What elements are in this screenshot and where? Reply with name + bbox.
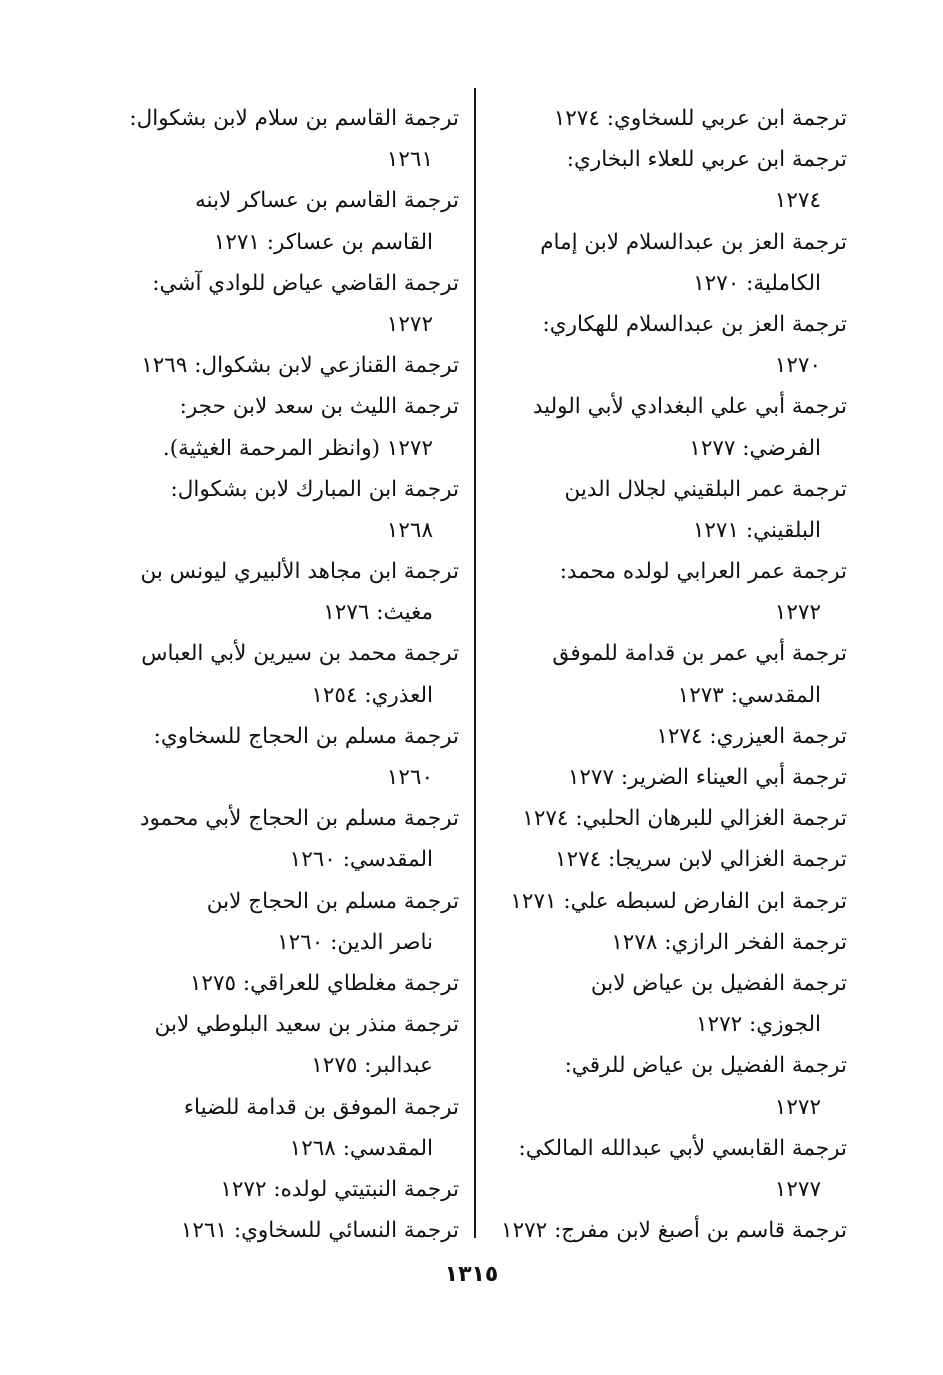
index-line: ترجمة محمد بن سيرين لأبي العباس: [141, 641, 459, 667]
index-line: الجوزي: ١٢٧٢: [695, 1012, 821, 1038]
index-line: ١٢٦١: [386, 147, 433, 173]
index-line: العذري: ١٢٥٤: [311, 682, 433, 708]
index-line: الفرضي: ١٢٧٧: [689, 435, 821, 461]
index-line: ترجمة الموفق بن قدامة للضياء: [183, 1094, 459, 1120]
index-line: ترجمة النسائي للسخاوي: ١٢٦١: [180, 1218, 459, 1244]
index-line: عبدالبر: ١٢٧٥: [311, 1053, 433, 1079]
column-divider: [474, 88, 476, 1238]
index-line: ترجمة مغلطاي للعراقي: ١٢٧٥: [189, 970, 459, 996]
index-line: مغيث: ١٢٧٦: [323, 600, 433, 626]
index-line: ١٢٧٠: [774, 353, 821, 379]
index-line: ترجمة أبي عمر بن قدامة للموفق: [552, 641, 847, 667]
index-line: ترجمة ابن الفارض لسبطه علي: ١٢٧١: [510, 888, 847, 914]
index-line: ١٢٧٤: [774, 188, 821, 214]
index-line: ترجمة مسلم بن الحجاج لأبي محمود: [139, 806, 459, 832]
index-line: ١٢٦٠: [386, 765, 433, 790]
index-line: ترجمة أبي العيناء الضرير: ١٢٧٧: [567, 765, 847, 790]
index-line: ترجمة الغزالي لابن سريجا: ١٢٧٤: [555, 847, 847, 873]
page-number: ١٣١٥: [444, 1262, 499, 1287]
index-line: ترجمة عمر البلقيني لجلال الدين: [564, 476, 847, 502]
index-line: الكاملية: ١٢٧٠: [693, 270, 821, 296]
index-line: ترجمة ابن عربي للعلاء البخاري:: [566, 147, 847, 173]
index-line: ترجمة القنازعي لابن بشكوال: ١٢٦٩: [141, 353, 459, 379]
index-line: ترجمة منذر بن سعيد البلوطي لابن: [154, 1012, 459, 1038]
index-line: البلقيني: ١٢٧١: [692, 517, 821, 543]
right-column: [485, 98, 847, 1251]
index-line: المقدسي: ١٢٦٠: [289, 847, 433, 873]
index-line: ترجمة الفضيل بن عياض لابن: [590, 970, 847, 996]
index-line: ترجمة القاسم بن عساكر لابنه: [195, 188, 459, 214]
index-line: المقدسي: ١٢٦٨: [289, 1135, 433, 1161]
index-line: ١٢٦٨: [386, 517, 433, 543]
index-line: القاسم بن عساكر: ١٢٧١: [213, 229, 433, 255]
index-line: ناصر الدين: ١٢٦٠: [277, 929, 433, 955]
index-line: ترجمة العز بن عبدالسلام لابن إمام: [540, 229, 847, 255]
index-line: ترجمة القابسي لأبي عبدالله المالكي:: [518, 1135, 847, 1161]
left-column: [99, 98, 459, 1251]
index-line: المقدسي: ١٢٧٣: [677, 682, 821, 708]
index-line: ترجمة أبي علي البغدادي لأبي الوليد: [532, 394, 847, 420]
index-line: ترجمة الفضيل بن عياض للرقي:: [564, 1053, 847, 1079]
index-line: ترجمة مسلم بن الحجاج لابن: [206, 888, 459, 914]
index-line: ترجمة الغزالي للبرهان الحلبي: ١٢٧٤: [522, 806, 847, 832]
index-line: ١٢٧٢ (وانظر المرحمة الغيثية).: [162, 435, 433, 461]
index-line: ترجمة ابن عربي للسخاوي: ١٢٧٤: [553, 106, 847, 131]
index-line: ترجمة الليث بن سعد لابن حجر:: [179, 394, 459, 420]
index-line: ترجمة قاسم بن أصبغ لابن مفرج: ١٢٧٢: [501, 1218, 847, 1244]
index-line: ترجمة عمر العرابي لولده محمد:: [559, 559, 847, 585]
index-line: ترجمة ابن مجاهد الألبيري ليونس بن: [140, 559, 459, 585]
index-line: ١٢٧٢: [774, 600, 821, 626]
index-line: ترجمة الفخر الرازي: ١٢٧٨: [611, 929, 847, 955]
index-line: ١٢٧٧: [774, 1176, 821, 1202]
index-line: ترجمة ابن المبارك لابن بشكوال:: [170, 476, 459, 502]
index-line: ترجمة العيزري: ١٢٧٤: [656, 723, 847, 749]
index-line: ترجمة العز بن عبدالسلام للهكاري:: [542, 311, 847, 337]
index-line: ترجمة مسلم بن الحجاج للسخاوي:: [153, 723, 459, 749]
index-line: ترجمة النبتيتي لولده: ١٢٧٢: [220, 1176, 459, 1202]
index-line: ١٢٧٢: [386, 311, 433, 337]
index-line: ترجمة القاسم بن سلام لابن بشكوال:: [129, 106, 459, 131]
index-line: ترجمة القاضي عياض للوادي آشي:: [152, 270, 459, 296]
index-line: ١٢٧٢: [774, 1094, 821, 1120]
